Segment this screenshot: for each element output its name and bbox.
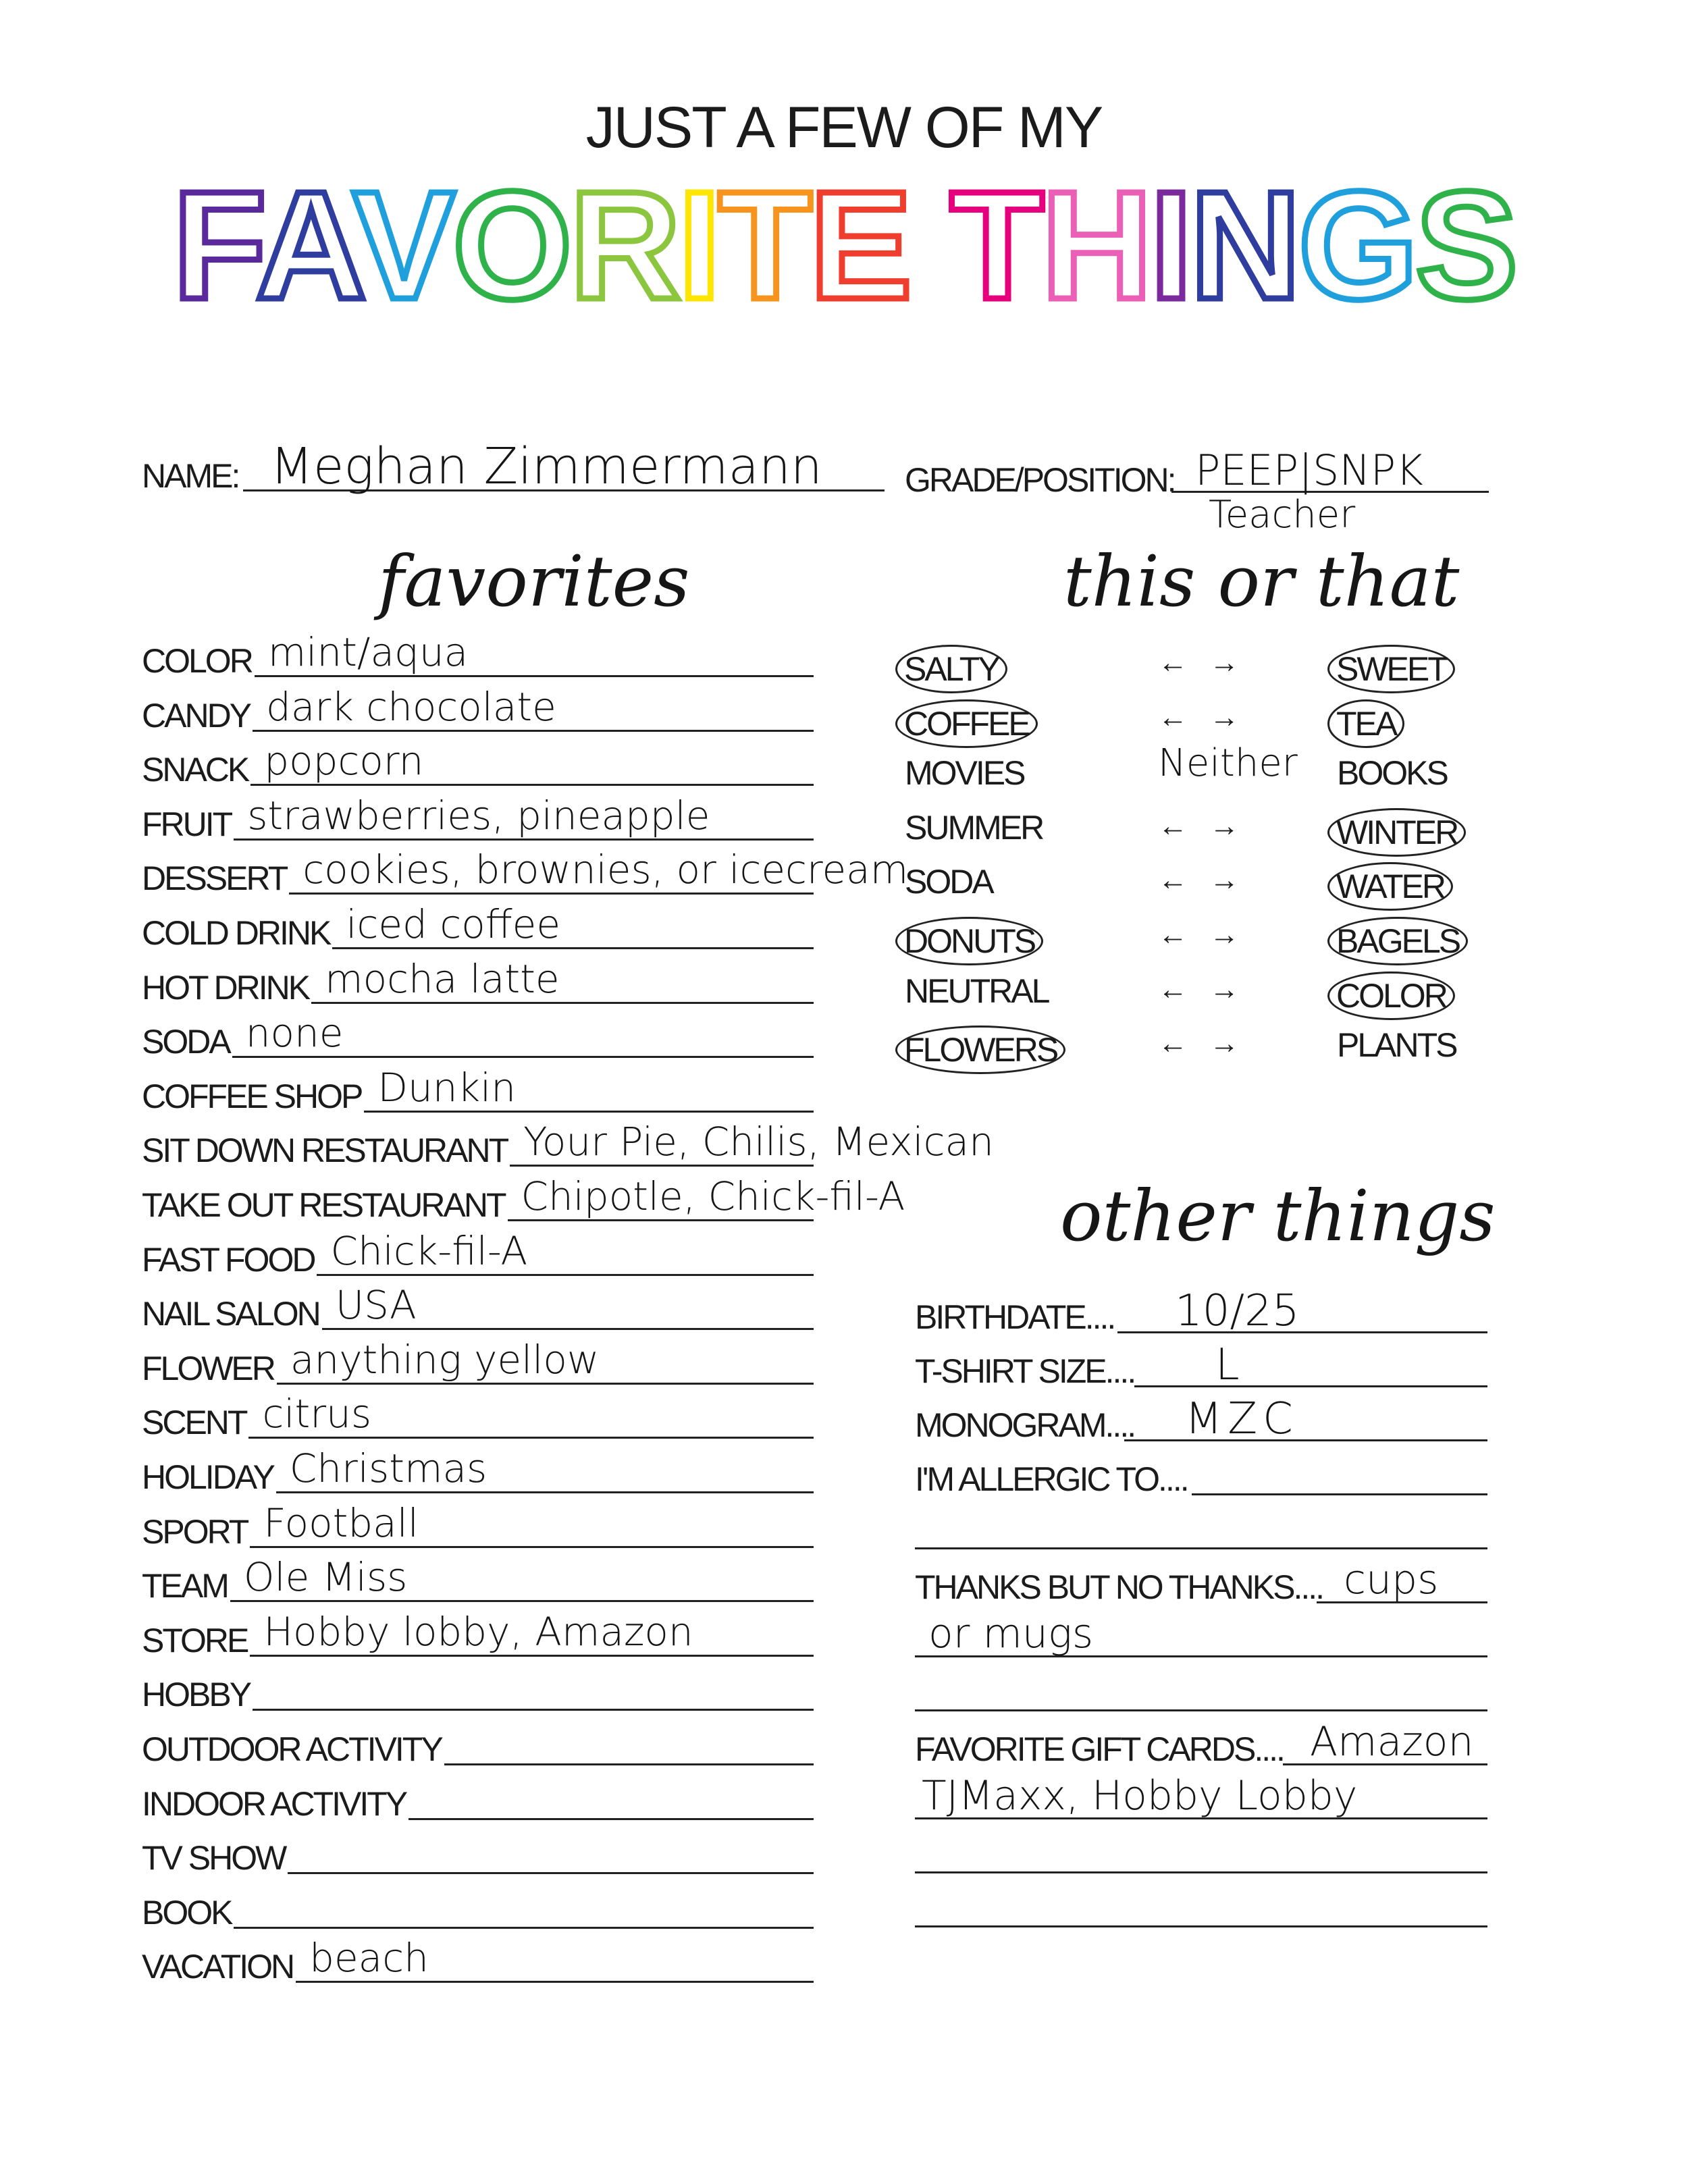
favorite-value[interactable]: Football <box>263 1500 419 1546</box>
favorite-line[interactable] <box>508 1219 814 1221</box>
favorites-heading: favorites <box>378 540 690 622</box>
this-or-that-right-option[interactable]: BAGELS <box>1327 917 1468 965</box>
favorite-value[interactable]: beach <box>309 1935 429 1981</box>
favorite-line[interactable] <box>322 1328 814 1330</box>
favorite-line[interactable] <box>317 1274 814 1276</box>
favorite-line[interactable] <box>289 893 814 895</box>
favorite-value[interactable]: Dunkin <box>377 1065 517 1111</box>
title-letter: I <box>678 160 718 331</box>
birthdate-line <box>1117 1331 1487 1333</box>
gift-cards-value-2[interactable]: TJMaxx, Hobby Lobby <box>922 1772 1358 1819</box>
title-letter: G <box>1298 160 1416 331</box>
favorite-value[interactable]: Chipotle, Chick-fil-A <box>521 1173 905 1219</box>
favorite-value[interactable]: Hobby lobby, Amazon <box>263 1609 693 1655</box>
gift-cards-line-4[interactable] <box>915 1925 1487 1927</box>
grade-position-label: GRADE/POSITION: <box>905 461 1175 499</box>
favorite-line[interactable] <box>234 838 814 841</box>
favorite-line[interactable] <box>253 730 814 732</box>
this-or-that-right-option[interactable]: SWEET <box>1327 645 1455 693</box>
favorite-value[interactable]: Ole Miss <box>243 1554 408 1600</box>
favorite-line[interactable] <box>288 1872 814 1874</box>
favorite-label: BOOK <box>142 1894 232 1932</box>
allergic-label: I'M ALLERGIC TO.... <box>915 1460 1188 1498</box>
favorite-value[interactable]: dark chocolate <box>266 684 556 730</box>
favorite-label: TV SHOW <box>142 1839 286 1877</box>
this-or-that-right-option[interactable]: BOOKS <box>1337 754 1447 792</box>
this-or-that-arrows: ← → <box>1158 701 1246 734</box>
favorite-label: FLOWER <box>142 1350 274 1387</box>
grade-position-value-2: Teacher <box>1209 493 1356 537</box>
favorite-line[interactable] <box>250 1546 814 1548</box>
this-or-that-right-option[interactable]: COLOR <box>1327 971 1455 1020</box>
favorite-line[interactable] <box>276 1491 814 1493</box>
favorite-label: FAST FOOD <box>142 1241 315 1279</box>
favorite-line[interactable] <box>230 1600 814 1602</box>
this-or-that-heading: this or that <box>1063 540 1460 622</box>
favorite-line[interactable] <box>311 1002 814 1004</box>
page-title <box>0 160 1688 331</box>
birthdate-value[interactable]: 10/25 <box>1175 1286 1300 1336</box>
favorite-label: OUTDOOR ACTIVITY <box>142 1730 442 1768</box>
gift-cards-label: FAVORITE GIFT CARDS.... <box>915 1730 1284 1768</box>
favorite-label: SCENT <box>142 1404 246 1441</box>
monogram-value[interactable]: MZC <box>1185 1394 1298 1444</box>
favorite-label: SPORT <box>142 1513 248 1551</box>
favorite-label: TAKE OUT RESTAURANT <box>142 1186 505 1224</box>
this-or-that-arrows: ← → <box>1158 809 1246 843</box>
favorite-label: COLD DRINK <box>142 914 330 952</box>
gift-cards-line-3[interactable] <box>915 1871 1487 1873</box>
this-or-that-arrows: ← → <box>1158 646 1246 679</box>
title-letter: I <box>1149 160 1190 331</box>
favorite-value[interactable]: mint/aqua <box>267 629 469 675</box>
this-or-that-right-option[interactable]: WATER <box>1327 862 1453 911</box>
favorite-value[interactable]: iced coffee <box>346 901 561 947</box>
this-or-that-right-option[interactable]: WINTER <box>1327 808 1466 857</box>
favorite-value[interactable]: citrus <box>262 1391 372 1437</box>
title-letter: T <box>718 160 810 331</box>
title-letter: H <box>1041 160 1150 331</box>
favorite-value[interactable]: none <box>245 1010 344 1056</box>
this-or-that-left-option[interactable]: NEUTRAL <box>905 972 1049 1010</box>
favorite-value[interactable]: Christmas <box>289 1445 487 1491</box>
no-thanks-line-3[interactable] <box>915 1709 1487 1711</box>
favorite-line[interactable] <box>232 1056 814 1058</box>
favorite-label: SNACK <box>142 751 248 789</box>
favorite-label: STORE <box>142 1622 248 1659</box>
name-label: NAME: <box>142 457 239 495</box>
favorite-label: HOBBY <box>142 1676 250 1713</box>
favorite-line[interactable] <box>277 1383 814 1385</box>
this-or-that-left-option[interactable]: COFFEE <box>895 699 1038 748</box>
favorite-value[interactable]: mocha latte <box>325 956 560 1002</box>
allergic-line[interactable] <box>1192 1493 1487 1495</box>
favorite-line[interactable] <box>510 1165 814 1167</box>
tshirt-size-label: T-SHIRT SIZE.... <box>915 1352 1135 1390</box>
favorite-line[interactable] <box>253 1709 814 1711</box>
this-or-that-arrows: ← → <box>1158 1027 1246 1060</box>
favorite-label: DESSERT <box>142 859 287 897</box>
favorite-line[interactable] <box>296 1981 814 1983</box>
no-thanks-label: THANKS BUT NO THANKS.... <box>915 1568 1323 1606</box>
header-subtitle: JUST A FEW OF MY <box>585 95 1103 160</box>
favorite-line[interactable] <box>250 1655 814 1657</box>
favorite-label: CANDY <box>142 697 250 735</box>
this-or-that-left-option[interactable]: SALTY <box>895 645 1007 693</box>
favorite-label: HOLIDAY <box>142 1458 273 1496</box>
grade-position-value[interactable]: PEEP|SNPK <box>1195 446 1423 495</box>
title-letter: N <box>1190 160 1298 331</box>
this-or-that-arrows: ← → <box>1158 918 1246 951</box>
this-or-that-right-option[interactable]: TEA <box>1327 699 1404 748</box>
this-or-that-left-option[interactable]: DONUTS <box>895 917 1043 965</box>
favorite-line[interactable] <box>234 1927 814 1929</box>
favorite-value[interactable]: Chick-fil-A <box>330 1228 528 1274</box>
name-value[interactable]: Meghan Zimmermann <box>270 437 822 496</box>
favorite-line[interactable] <box>332 947 814 949</box>
gift-cards-value[interactable]: Amazon <box>1310 1718 1474 1765</box>
favorite-line[interactable] <box>364 1111 814 1113</box>
monogram-label: MONOGRAM.... <box>915 1406 1135 1444</box>
title-letter: R <box>569 160 679 331</box>
favorite-value[interactable]: strawberries, pineapple <box>247 793 710 838</box>
tshirt-size-value[interactable]: L <box>1215 1340 1240 1390</box>
favorite-label: VACATION <box>142 1948 294 1986</box>
title-letter: S <box>1415 160 1516 331</box>
allergic-line-2[interactable] <box>915 1547 1487 1549</box>
this-or-that-left-option[interactable]: SUMMER <box>905 809 1043 847</box>
title-letter: V <box>352 160 453 331</box>
tshirt-size-line <box>1134 1385 1487 1387</box>
monogram-line <box>1124 1439 1487 1441</box>
title-letter: E <box>809 160 909 331</box>
favorite-value[interactable]: Your Pie, Chilis, Mexican <box>523 1119 994 1165</box>
birthdate-label: BIRTHDATE.... <box>915 1298 1115 1336</box>
title-letter: O <box>452 160 570 331</box>
favorite-line[interactable] <box>250 784 814 786</box>
this-or-that-arrows: ← → <box>1158 973 1246 1006</box>
favorite-line[interactable] <box>255 675 814 677</box>
this-or-that-right-option[interactable]: PLANTS <box>1337 1026 1456 1064</box>
this-or-that-arrows: ← → <box>1158 863 1246 897</box>
other-things-heading: other things <box>1060 1175 1496 1257</box>
title-letter: F <box>172 160 256 331</box>
favorite-label: COLOR <box>142 642 252 680</box>
favorite-label: TEAM <box>142 1567 228 1605</box>
neither-note: Neither <box>1158 741 1298 785</box>
favorite-value[interactable]: USA <box>335 1282 417 1328</box>
favorite-line[interactable] <box>408 1818 814 1820</box>
favorite-label: SODA <box>142 1023 230 1061</box>
favorite-label: COFFEE SHOP <box>142 1077 362 1115</box>
favorite-value[interactable]: cookies, brownies, or icecream <box>302 847 909 893</box>
title-letter: T <box>949 160 1042 331</box>
favorite-label: FRUIT <box>142 805 232 843</box>
this-or-that-left-option[interactable]: SODA <box>905 863 993 901</box>
favorite-value[interactable]: anything yellow <box>290 1337 600 1383</box>
no-thanks-value-2[interactable]: or mugs <box>928 1610 1094 1657</box>
favorite-line[interactable] <box>444 1763 814 1765</box>
no-thanks-value[interactable]: cups <box>1344 1556 1439 1603</box>
title-letter: A <box>255 160 353 331</box>
favorite-value[interactable]: popcorn <box>264 738 424 784</box>
favorite-label: INDOOR ACTIVITY <box>142 1785 406 1823</box>
this-or-that-left-option[interactable]: MOVIES <box>905 754 1024 792</box>
favorite-line[interactable] <box>248 1437 814 1439</box>
favorite-label: SIT DOWN RESTAURANT <box>142 1131 508 1169</box>
favorite-label: HOT DRINK <box>142 969 309 1007</box>
this-or-that-left-option[interactable]: FLOWERS <box>895 1026 1065 1074</box>
favorite-label: NAIL SALON <box>142 1295 319 1333</box>
